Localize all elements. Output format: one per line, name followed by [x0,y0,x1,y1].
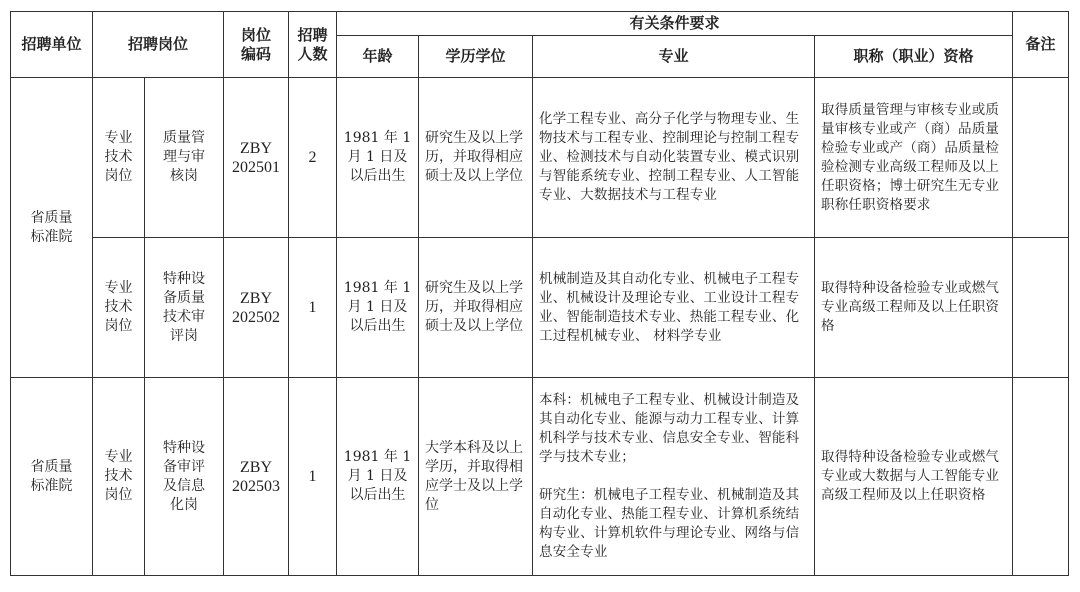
major-undergrad-text: 本科：机械电子工程专业、机械设计制造及其自动化专业、能源与动力工程专业、计算机科学与技术专业、信息安全专业、智能科学与技术专业； [539,392,800,465]
category-cell: 专业 技术 岗位 [93,238,145,378]
header-education: 学历学位 [419,36,533,78]
remark-cell [1013,78,1069,238]
category-cell: 专业 技术 岗位 [93,378,145,576]
education-cell: 研究生及以上学历，并取得相应硕士及以上学位 [419,78,533,238]
recruitment-table-container [10,11,1069,576]
header-qualification: 职称（职业）资格 [815,36,1013,78]
major-cell: 机械制造及其自动化专业、机械电子工程专业、机械设计及理论专业、工业设计工程专业、智能制造技术专业、热能工程专业、化工过程机械专业、 材料学专业 [533,238,815,378]
code-cell: ZBY 202503 [224,378,289,576]
age-cell: 1981 年 1 月 1 日及 以后出生 [337,378,419,576]
header-unit: 招聘单位 [11,12,93,78]
education-cell: 研究生及以上学历，并取得相应硕士及以上学位 [419,238,533,378]
remark-cell [1013,378,1069,576]
unit-cell: 省质量 标准院 [11,78,93,378]
header-row-main [11,12,1069,36]
qualification-cell: 取得质量管理与审核专业或质量审核专业或产（商）品质量检验专业或产（商）品质量检验检测专业高级工程师及以上任职资格；博士研究生无专业职称任职资格要求 [815,78,1013,238]
post-cell: 特种设 备质量 技术审 评岗 [145,238,224,378]
header-age: 年龄 [337,36,419,78]
table-row [11,78,1069,238]
code-cell: ZBY 202501 [224,78,289,238]
header-conditions: 有关条件要求 [337,12,1013,36]
education-cell: 大学本科及以上学历，并取得相应学士及以上学位 [419,378,533,576]
recruitment-table [10,11,1069,576]
header-count: 招聘 人数 [289,12,337,78]
category-cell: 专业 技术 岗位 [93,78,145,238]
post-cell: 质量管 理与审 核岗 [145,78,224,238]
age-cell: 1981 年 1 月 1 日及 以后出生 [337,238,419,378]
count-cell: 2 [289,78,337,238]
qualification-cell: 取得特种设备检验专业或燃气专业或大数据与人工智能专业高级工程师及以上任职资格 [815,378,1013,576]
header-position: 招聘岗位 [93,12,224,78]
table-row [11,238,1069,378]
table-row [11,378,1069,576]
qualification-cell: 取得特种设备检验专业或燃气专业高级工程师及以上任职资格 [815,238,1013,378]
count-cell: 1 [289,238,337,378]
header-code: 岗位 编码 [224,12,289,78]
unit-cell: 省质量 标准院 [11,378,93,576]
remark-cell [1013,238,1069,378]
code-cell: ZBY 202502 [224,238,289,378]
header-remark: 备注 [1013,12,1069,78]
header-major: 专业 [533,36,815,78]
major-cell [533,378,815,576]
major-grad-text: 研究生：机械电子工程专业、机械制造及其自动化专业、热能工程专业、计算机系统结构专业、计算机软件与理论专业、网络与信息安全专业 [539,487,800,560]
major-cell: 化学工程专业、高分子化学与物理专业、生物技术与工程专业、控制理论与控制工程专业、检测技术与自动化装置专业、模式识别与智能系统专业、控制工程专业、人工智能专业、大数据技术与工程专业 [533,78,815,238]
count-cell: 1 [289,378,337,576]
post-cell: 特种设 备审评 及信息 化岗 [145,378,224,576]
age-cell: 1981 年 1 月 1 日及 以后出生 [337,78,419,238]
